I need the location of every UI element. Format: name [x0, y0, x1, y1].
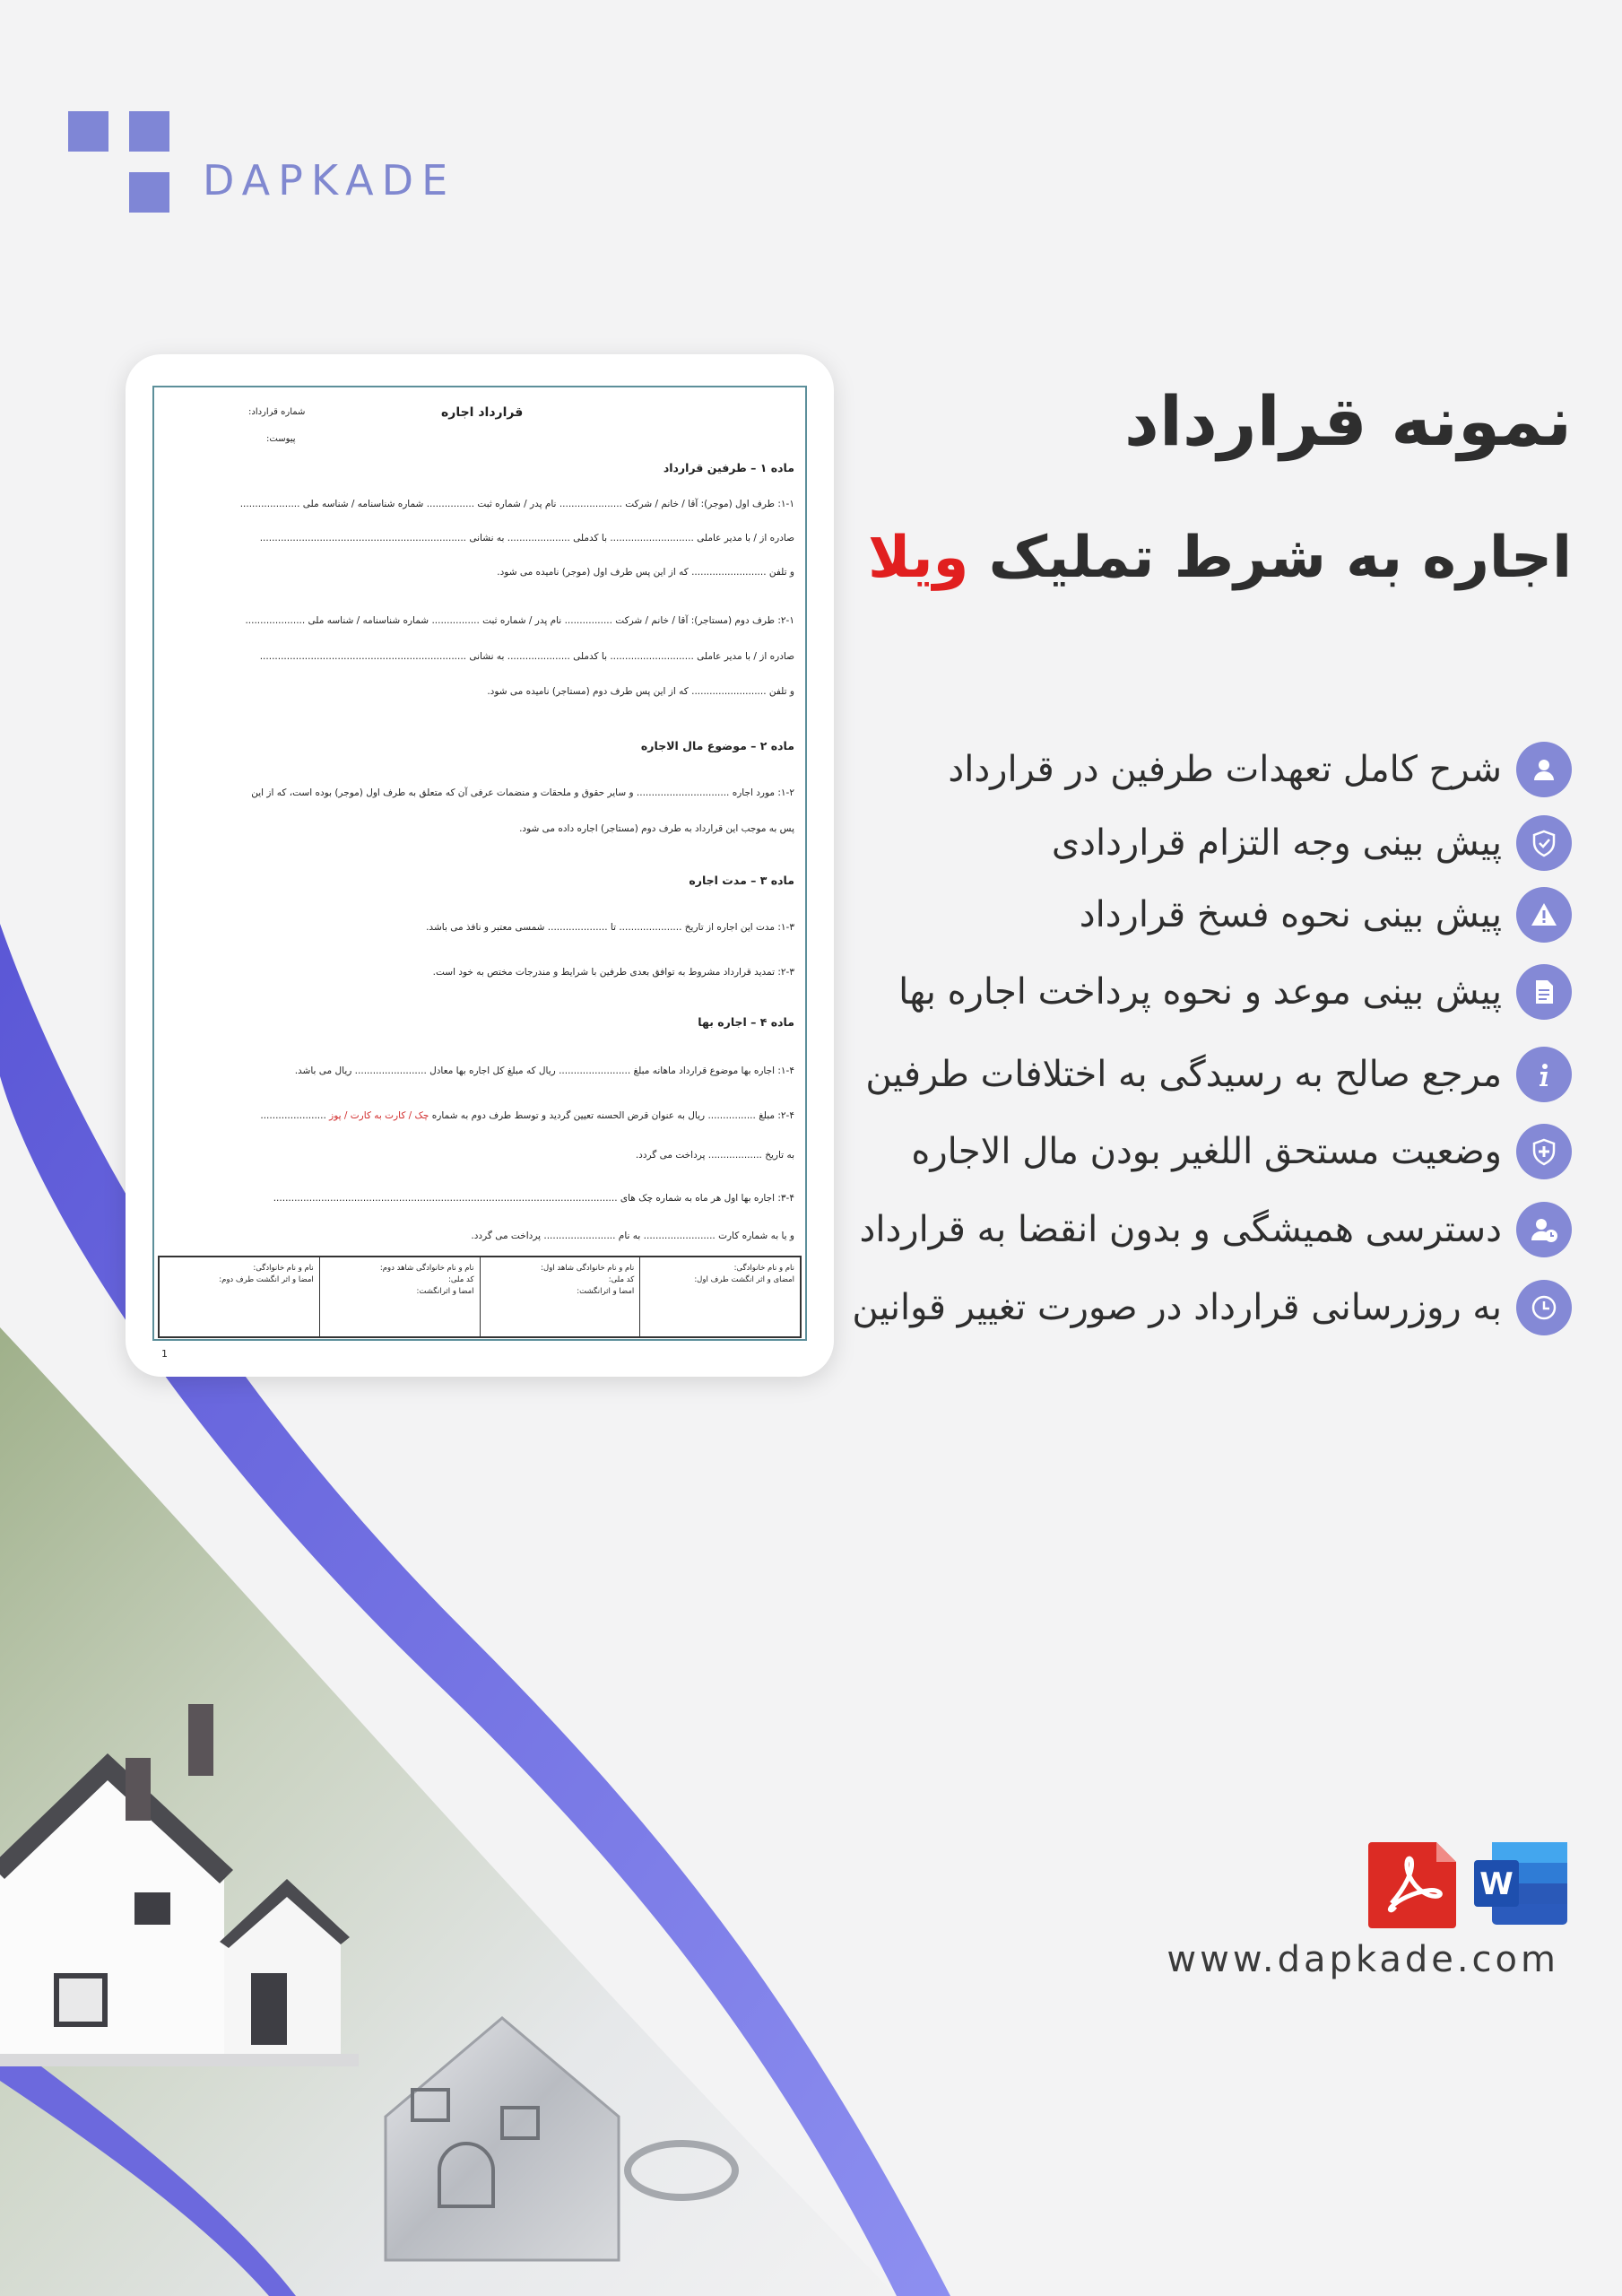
- svg-text:W: W: [1479, 1866, 1514, 1902]
- signature-label: کد ملی:: [447, 1275, 474, 1284]
- user-clock-icon: [1516, 1202, 1572, 1257]
- signature-cell: [319, 1257, 480, 1336]
- feature-item: [911, 1122, 1572, 1181]
- contract-number-label: شماره قرارداد:: [248, 407, 306, 417]
- clock-icon: [1516, 1280, 1572, 1335]
- logo-text: DAPKADE: [203, 156, 456, 204]
- word-icon: [1474, 1842, 1567, 1925]
- signature-label: کد ملی:: [608, 1275, 635, 1284]
- feature-item: [1052, 813, 1572, 873]
- document-line: صادره از / با مدیر عاملی ............................ با کدملی ..................... به نشانی .....................................................................: [259, 651, 794, 662]
- document-preview-card: [126, 354, 834, 1377]
- headline-line2: [868, 525, 1572, 591]
- brand-logo[interactable]: [68, 111, 472, 212]
- shield-check-icon: [1516, 815, 1572, 871]
- document-line: ۱-۳: مدت این اجاره از تاریخ ..................... تا .................... شمسی معتبر و نافذ می باشد.: [426, 922, 794, 933]
- feature-text: شرح کامل تعهدات طرفین در قرارداد: [948, 749, 1502, 790]
- document-line: ۱-۴: اجاره بها موضوع قرارداد ماهانه مبلغ ........................ ریال که مبلغ کل اجاره بها معادل ........................ ریال می باشد.: [294, 1065, 794, 1076]
- warning-icon: [1516, 887, 1572, 943]
- document-line: به تاریخ .................. پرداخت می گردد.: [635, 1150, 794, 1161]
- feature-item: [860, 1200, 1572, 1259]
- signature-label: نام و نام خانوادگی:: [733, 1264, 794, 1273]
- document-line: ۲-۴: مبلغ ................ ریال به عنوان قرض الحسنه تعیین گردید و توسط طرف دوم به شماره چک / کارت به کارت / پوز ......................: [260, 1110, 794, 1121]
- feature-text: به روزرسانی قرارداد در صورت تغییر قوانین: [852, 1287, 1502, 1328]
- document-line: پس به موجب این قرارداد به طرف دوم (مستاجر) اجاره داده می شود.: [519, 823, 794, 834]
- document-line: ۲-۱: طرف دوم (مستاجر): آقا / خانم / شرکت ................ نام پدر / شماره ثبت ................ شماره شناسنامه / شناسه ملی ....................: [245, 615, 794, 626]
- user-icon: [1516, 742, 1572, 797]
- payment-method-highlight: چک / کارت به کارت / پوز: [329, 1110, 429, 1121]
- document-line: و یا به شماره کارت ........................ به نام ........................ پرداخت می گردد.: [471, 1231, 794, 1241]
- signature-label: نام و نام خانوادگی:: [253, 1264, 314, 1273]
- document-section-heading: ماده ۱ – طرفین قرارداد: [663, 461, 794, 474]
- signature-label: امضا و اثرانگشت:: [577, 1287, 635, 1296]
- document-line: و تلفن ......................... که از این پس طرف اول (موجر) نامیده می شود.: [497, 567, 794, 578]
- signature-cell: [160, 1257, 319, 1336]
- document-title: قرارداد اجاره: [441, 405, 524, 420]
- document-line: صادره از / با مدیر عاملی ............................ با کدملی ..................... به نشانی .....................................................................: [259, 533, 794, 544]
- signature-label: امضای و اثر انگشت طرف اول:: [694, 1275, 794, 1284]
- pdf-icon: [1368, 1842, 1456, 1928]
- file-format-icons: [1365, 1839, 1571, 1928]
- signature-label: امضا و اثرانگشت:: [416, 1287, 474, 1296]
- headline-line1: نمونه قرارداد: [1123, 381, 1572, 461]
- shield-plus-icon: [1516, 1124, 1572, 1179]
- logo-square: [129, 111, 169, 152]
- signature-cell: [639, 1257, 800, 1336]
- page-number: 1: [161, 1348, 168, 1360]
- signature-label: نام و نام خانوادگی شاهد دوم:: [379, 1264, 474, 1273]
- document-line: ۱-۲: مورد اجاره ............................... و سایر حقوق و ملحقات و منضمات عرفی آن که متعلق به طرف اول (موجر) بوده است، که از این: [251, 787, 794, 798]
- feature-item: [852, 1278, 1572, 1337]
- feature-item: [948, 740, 1572, 799]
- document-icon: [1516, 964, 1572, 1020]
- attachment-label: پیوست:: [266, 434, 296, 444]
- document-line: ۲-۳: تمدید قرارداد مشروط به توافق بعدی طرفین با شرایط و مندرجات مختص به خود است.: [432, 967, 794, 978]
- signature-label: نام و نام خانوادگی شاهد اول:: [541, 1264, 635, 1273]
- document-preview-page: [152, 386, 807, 1341]
- feature-text: وضعیت مستحق اللغیر بودن مال الاجاره: [911, 1131, 1502, 1172]
- feature-item: [865, 1045, 1572, 1104]
- document-section-heading: ماده ۲ – موضوع مال الاجاره: [640, 739, 794, 752]
- signature-cell: [480, 1257, 640, 1336]
- feature-text: پیش بینی نحوه فسخ قرارداد: [1079, 894, 1502, 935]
- document-section-heading: ماده ۴ – اجاره بها: [698, 1015, 794, 1029]
- signature-label: امضا و اثر انگشت طرف دوم:: [219, 1275, 314, 1284]
- feature-text: پیش بینی وجه التزام قراردادی: [1051, 822, 1502, 864]
- headline-main: اجاره به شرط تملیک: [968, 525, 1572, 591]
- document-line: ۱-۱: طرف اول (موجر): آقا / خانم / شرکت ..................... نام پدر / شماره ثبت ................ شماره شناسنامه / شناسه ملی ....................: [239, 499, 794, 509]
- feature-text: مرجع صالح به رسیدگی به اختلافات طرفین: [865, 1054, 1502, 1095]
- logo-square: [129, 172, 169, 213]
- headline-accent: ویلا: [867, 525, 969, 591]
- feature-text: دسترسی همیشگی و بدون انقضا به قرارداد: [859, 1209, 1502, 1250]
- document-line: و تلفن ......................... که از این پس طرف دوم (مستاجر) نامیده می شود.: [487, 686, 794, 697]
- website-url[interactable]: www.dapkade.com: [1167, 1939, 1559, 1980]
- info-icon: [1516, 1047, 1572, 1102]
- feature-item: [898, 962, 1572, 1022]
- feature-item: [1080, 885, 1572, 944]
- logo-square: [68, 111, 108, 152]
- signature-table: [158, 1256, 802, 1338]
- document-line: ۳-۴: اجاره بها اول هر ماه به شماره چک های ...................................................................................................................: [273, 1193, 794, 1204]
- document-section-heading: ماده ۳ – مدت اجاره: [689, 874, 794, 887]
- feature-text: پیش بینی موعد و نحوه پرداخت اجاره بها: [898, 971, 1502, 1013]
